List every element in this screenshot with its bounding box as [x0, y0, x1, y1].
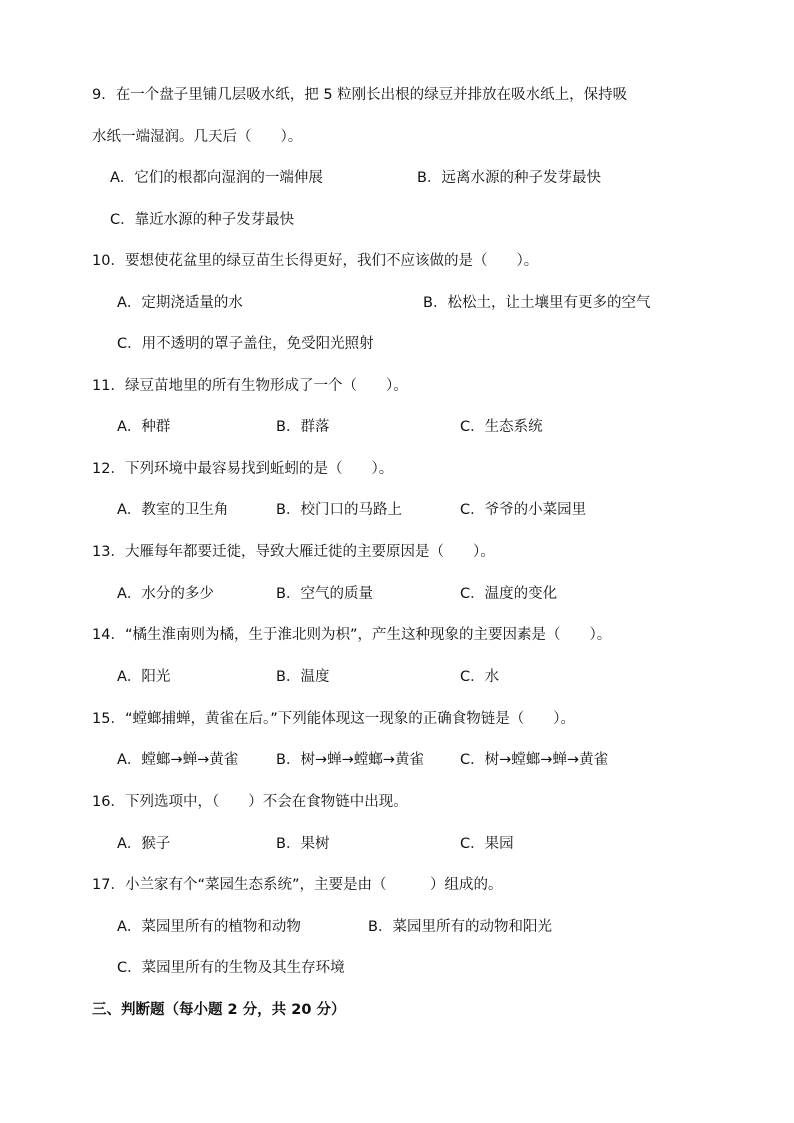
question-17-option-a[interactable]: A．菜园里所有的植物和动物: [117, 919, 301, 935]
question-13-option-a[interactable]: A．水分的多少: [117, 586, 214, 602]
question-16-stem: 16．下列选项中，（ ）不会在食物链中出现。: [92, 794, 408, 810]
question-10-option-a[interactable]: A．定期浇适量的水: [117, 295, 243, 311]
question-17-stem: 17．小兰家有个“菜园生态系统”，主要是由（ ）组成的。: [92, 877, 503, 893]
question-9-stem-line2: 水纸一端湿润。几天后（ ）。: [92, 129, 303, 145]
question-17-option-c[interactable]: C．菜园里所有的生物及其生存环境: [117, 960, 345, 976]
question-16-option-c[interactable]: C．果园: [460, 836, 514, 852]
question-14-option-b[interactable]: B．温度: [276, 669, 330, 685]
question-17-option-b[interactable]: B．菜园里所有的动物和阳光: [368, 919, 552, 935]
question-13-option-b[interactable]: B．空气的质量: [276, 586, 373, 602]
question-13-option-c[interactable]: C．温度的变化: [460, 586, 558, 602]
question-14-stem: 14．“橘生淮南则为橘，生于淮北则为枳”，产生这种现象的主要因素是（ ）。: [92, 627, 612, 643]
question-15-option-b[interactable]: B．树→蝉→螳螂→黄雀: [276, 752, 424, 768]
question-15-option-a[interactable]: A．螳螂→蝉→黄雀: [117, 752, 239, 768]
question-15-option-c[interactable]: C．树→螳螂→蝉→黄雀: [460, 752, 609, 768]
question-16-option-b[interactable]: B．果树: [276, 836, 330, 852]
question-10-option-b[interactable]: B．松松土，让土壤里有更多的空气: [423, 295, 651, 311]
question-14-option-a[interactable]: A．阳光: [117, 669, 171, 685]
question-16-option-a[interactable]: A．猴子: [117, 836, 171, 852]
question-12-option-b[interactable]: B．校门口的马路上: [276, 502, 402, 518]
question-9-option-c[interactable]: C．靠近水源的种子发芽最快: [110, 212, 295, 228]
question-9-option-b[interactable]: B．远离水源的种子发芽最快: [417, 170, 601, 186]
question-11-option-c[interactable]: C．生态系统: [460, 419, 543, 435]
section-3-heading: 三、判断题（每小题 2 分，共 20 分）: [92, 1002, 346, 1018]
question-11-stem: 11．绿豆苗地里的所有生物形成了一个（ ）。: [92, 378, 408, 394]
question-10-stem: 10．要想使花盆里的绿豆苗生长得更好，我们不应该做的是（ ）。: [92, 253, 539, 269]
question-10-option-c[interactable]: C．用不透明的罩子盖住，免受阳光照射: [117, 336, 374, 352]
question-9-option-a[interactable]: A．它们的根都向湿润的一端伸展: [110, 170, 323, 186]
question-12-option-a[interactable]: A．教室的卫生角: [117, 502, 229, 518]
question-11-option-a[interactable]: A．种群: [117, 419, 171, 435]
question-12-stem: 12．下列环境中最容易找到蚯蚓的是（ ）。: [92, 461, 394, 477]
question-11-option-b[interactable]: B．群落: [276, 419, 330, 435]
question-9-stem-line1: 9．在一个盘子里铺几层吸水纸，把 5 粒刚长出根的绿豆并排放在吸水纸上，保持吸: [92, 87, 628, 103]
question-12-option-c[interactable]: C．爷爷的小菜园里: [460, 502, 587, 518]
question-14-option-c[interactable]: C．水: [460, 669, 500, 685]
question-15-stem: 15．“螳螂捕蝉，黄雀在后。”下列能体现这一现象的正确食物链是（ ）。: [92, 711, 575, 727]
question-13-stem: 13．大雁每年都要迁徙，导致大雁迁徙的主要原因是（ ）。: [92, 544, 495, 560]
